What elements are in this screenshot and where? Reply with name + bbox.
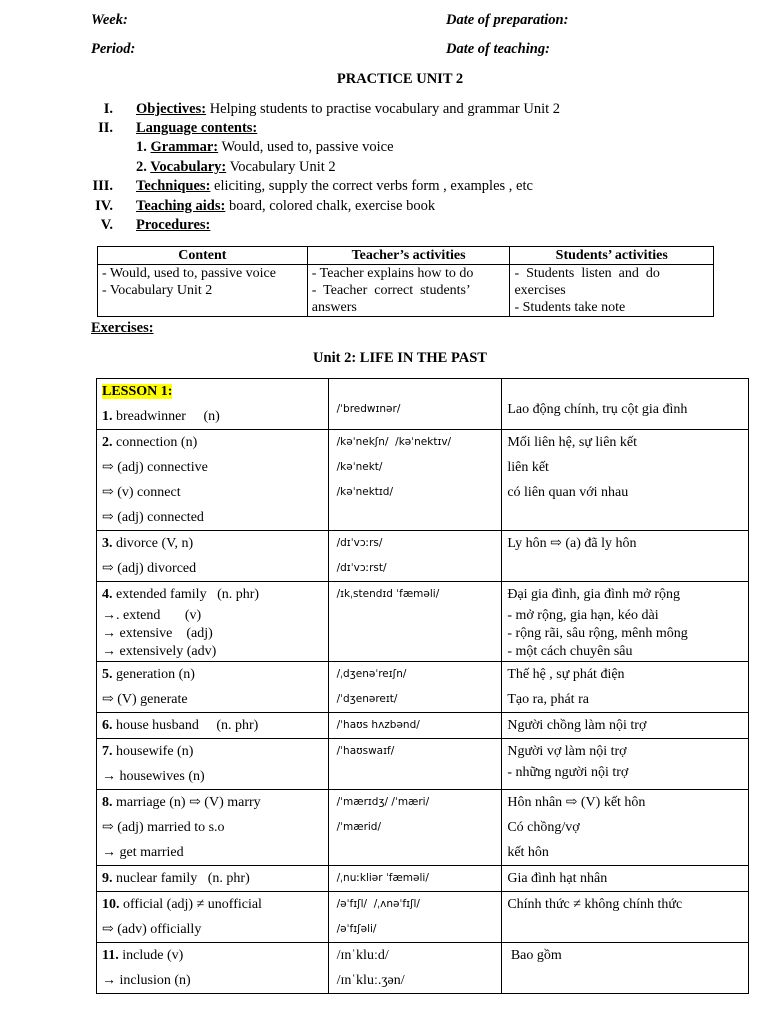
week-label: Week: bbox=[91, 12, 128, 28]
outline-item-techniques bbox=[136, 178, 533, 195]
vocab-meaning: kết hôn bbox=[507, 845, 549, 860]
vocab-ipa-cell bbox=[328, 379, 502, 430]
vocab-word: ⇨ (adj) connective bbox=[102, 460, 208, 475]
outline-label: Vocabulary: bbox=[150, 159, 227, 175]
students-line: - Students take note bbox=[514, 300, 626, 315]
students-line: - Students listen and do bbox=[514, 266, 660, 281]
vocab-word: → extensively (adv) bbox=[102, 644, 217, 659]
vocab-ipa: /kəˈnekʃn/ /kəˈnektɪv/ bbox=[336, 436, 452, 448]
vocab-ipa: /kəˈnekt/ bbox=[336, 461, 383, 473]
vocab-ipa-cell bbox=[328, 662, 502, 713]
vocab-ipa-cell bbox=[328, 866, 502, 892]
outline-num: III. bbox=[92, 178, 113, 194]
vocab-word: official (adj) ≠ unofficial bbox=[123, 897, 262, 912]
vocab-row bbox=[97, 430, 749, 531]
vocab-meaning: - một cách chuyên sâu bbox=[507, 644, 633, 659]
outline-text: Would, used to, passive voice bbox=[218, 139, 394, 155]
vocab-word: ⇨ (adj) married to s.o bbox=[102, 820, 225, 835]
vocab-meaning: Ly hôn ⇨ (a) đã ly hôn bbox=[507, 536, 637, 551]
outline-prefix: 2. bbox=[136, 159, 151, 175]
period-label: Period: bbox=[91, 41, 136, 57]
outline-text: eliciting, supply the correct verbs form , examples , etc bbox=[210, 178, 533, 194]
vocab-row bbox=[97, 943, 749, 994]
page-title: PRACTICE UNIT 2 bbox=[336, 71, 464, 87]
vocab-row bbox=[97, 662, 749, 713]
vocab-ipa: /ɪnˈkluː.ʒən/ bbox=[336, 973, 405, 988]
vocab-word: ⇨ (adj) divorced bbox=[102, 561, 197, 576]
outline-item-teaching-aids bbox=[136, 198, 435, 215]
vocab-ipa-cell bbox=[328, 892, 502, 943]
vocab-word: extended family (n. phr) bbox=[116, 587, 260, 602]
outline-label: Procedures: bbox=[136, 217, 211, 233]
vocab-ipa-cell bbox=[328, 531, 502, 582]
vocab-meaning-cell bbox=[502, 943, 749, 994]
outline-item-vocabulary bbox=[136, 159, 336, 176]
vocab-meaning: liên kết bbox=[507, 460, 549, 475]
vocab-word: →. extend (v) bbox=[102, 608, 202, 623]
vocab-meaning-cell bbox=[502, 662, 749, 713]
vocab-meaning: Hôn nhân ⇨ (V) kết hôn bbox=[507, 795, 646, 810]
header-students-activities: Students’ activities bbox=[510, 247, 714, 265]
vocab-word: include (v) bbox=[122, 948, 184, 963]
vocab-number: 6. bbox=[102, 718, 113, 733]
vocab-word-cell bbox=[97, 662, 329, 713]
outline-num: II. bbox=[98, 120, 113, 136]
vocab-word: → get married bbox=[102, 845, 184, 860]
vocab-word-cell bbox=[97, 943, 329, 994]
vocab-number: 3. bbox=[102, 536, 113, 551]
vocab-meaning-cell bbox=[502, 892, 749, 943]
header-teacher-activities: Teacher’s activities bbox=[307, 247, 510, 265]
outline-label: Techniques: bbox=[136, 178, 211, 194]
exercises-label: Exercises: bbox=[91, 320, 154, 336]
vocab-meaning-cell bbox=[502, 379, 749, 430]
outline-label: Teaching aids: bbox=[136, 198, 226, 214]
outline-num: IV. bbox=[95, 198, 113, 214]
vocab-word: ⇨ (adj) connected bbox=[102, 510, 204, 525]
teacher-line: answers bbox=[311, 300, 357, 315]
vocab-meaning: Gia đình hạt nhân bbox=[507, 871, 608, 886]
vocab-ipa: /dɪˈvɔːrst/ bbox=[336, 562, 387, 574]
vocab-word-cell bbox=[97, 713, 329, 739]
vocab-word: nuclear family (n. phr) bbox=[116, 871, 250, 886]
vocab-meaning-cell bbox=[502, 739, 749, 790]
outline-num: V. bbox=[100, 217, 113, 233]
vocabulary-table bbox=[96, 378, 749, 994]
vocab-ipa: /kəˈnektɪd/ bbox=[336, 486, 393, 498]
vocab-word: breadwinner (n) bbox=[116, 409, 220, 424]
vocab-word: generation (n) bbox=[116, 667, 195, 682]
vocab-word-cell bbox=[97, 739, 329, 790]
vocab-number: 2. bbox=[102, 435, 113, 450]
vocab-row bbox=[97, 713, 749, 739]
vocab-word: ⇨ (adv) officially bbox=[102, 922, 202, 937]
vocab-meaning: - mở rộng, gia hạn, kéo dài bbox=[507, 608, 659, 623]
vocab-word-cell bbox=[97, 582, 329, 662]
outline-label: Grammar: bbox=[150, 139, 219, 155]
vocab-row bbox=[97, 739, 749, 790]
teacher-cell bbox=[307, 265, 510, 317]
content-cell bbox=[98, 265, 308, 317]
vocab-number: 1. bbox=[102, 409, 113, 424]
outline-label: Language contents: bbox=[136, 120, 258, 136]
outline-item-objectives bbox=[136, 101, 560, 118]
vocab-meaning: - những người nội trợ bbox=[507, 765, 629, 780]
vocab-word: → inclusion (n) bbox=[102, 973, 191, 988]
vocab-number: 8. bbox=[102, 795, 113, 810]
vocab-word-cell bbox=[97, 866, 329, 892]
outline-text: Vocabulary Unit 2 bbox=[226, 159, 336, 175]
outline-text: board, colored chalk, exercise book bbox=[225, 198, 436, 214]
vocab-meaning-cell bbox=[502, 531, 749, 582]
vocab-number: 5. bbox=[102, 667, 113, 682]
vocab-word: divorce (V, n) bbox=[116, 536, 194, 551]
vocab-meaning: Chính thức ≠ không chính thức bbox=[507, 897, 683, 912]
vocab-ipa: /ɪnˈkluːd/ bbox=[336, 948, 389, 963]
outline-item-procedures bbox=[136, 217, 210, 234]
vocab-row bbox=[97, 379, 749, 430]
vocab-ipa-cell bbox=[328, 943, 502, 994]
vocab-ipa-cell bbox=[328, 430, 502, 531]
vocab-number: 11. bbox=[102, 948, 119, 963]
vocab-meaning: Tạo ra, phát ra bbox=[507, 692, 589, 707]
vocab-ipa: /ɪkˌstendɪd ˈfæməli/ bbox=[336, 588, 440, 600]
vocab-word: connection (n) bbox=[116, 435, 198, 450]
vocab-row bbox=[97, 531, 749, 582]
vocab-ipa: /ˈmærid/ bbox=[336, 821, 382, 833]
outline-num: I. bbox=[103, 101, 113, 117]
vocab-meaning-cell bbox=[502, 866, 749, 892]
vocab-meaning-cell bbox=[502, 430, 749, 531]
vocab-meaning: Mối liên hệ, sự liên kết bbox=[507, 435, 638, 450]
vocab-ipa: /ˈdʒenəreɪt/ bbox=[336, 693, 398, 705]
content-line: - Would, used to, passive voice bbox=[102, 266, 276, 281]
outline-item-language-contents bbox=[136, 120, 257, 137]
unit-title: Unit 2: LIFE IN THE PAST bbox=[313, 350, 487, 366]
vocab-meaning: - rộng rãi, sâu rộng, mênh mông bbox=[507, 626, 688, 641]
vocab-word-cell bbox=[97, 430, 329, 531]
vocab-word: housewife (n) bbox=[116, 744, 194, 759]
vocab-number: 4. bbox=[102, 587, 113, 602]
outline-prefix: 1. bbox=[136, 139, 151, 155]
students-cell bbox=[510, 265, 714, 317]
vocab-ipa-cell bbox=[328, 739, 502, 790]
vocab-ipa: /əˈfɪʃl/ /ˌʌnəˈfɪʃl/ bbox=[336, 898, 420, 910]
vocab-meaning: Đại gia đình, gia đình mở rộng bbox=[507, 587, 680, 602]
vocab-ipa: /ˈhaʊswaɪf/ bbox=[336, 745, 395, 757]
vocab-word: ⇨ (V) generate bbox=[102, 692, 188, 707]
procedures-table bbox=[97, 246, 714, 317]
vocab-meaning: Có chồng/vợ bbox=[507, 820, 580, 835]
vocab-word: marriage (n) ⇨ (V) marry bbox=[116, 795, 261, 810]
vocab-word-cell bbox=[97, 531, 329, 582]
vocab-row bbox=[97, 892, 749, 943]
vocab-word: → housewives (n) bbox=[102, 769, 205, 784]
header-content: Content bbox=[98, 247, 308, 265]
vocab-row bbox=[97, 790, 749, 866]
vocab-meaning-cell bbox=[502, 582, 749, 662]
vocab-number: 7. bbox=[102, 744, 113, 759]
vocab-number: 10. bbox=[102, 897, 120, 912]
vocab-ipa-cell bbox=[328, 790, 502, 866]
vocab-meaning: có liên quan với nhau bbox=[507, 485, 629, 500]
vocab-word: house husband (n. phr) bbox=[116, 718, 259, 733]
vocab-ipa: /ˈhaʊs hʌzbənd/ bbox=[336, 719, 420, 731]
lesson-label: LESSON 1: bbox=[102, 384, 173, 399]
vocab-word-cell bbox=[97, 790, 329, 866]
vocab-ipa: /dɪˈvɔːrs/ bbox=[336, 537, 383, 549]
vocab-word-cell bbox=[97, 892, 329, 943]
vocab-meaning: Thế hệ , sự phát điện bbox=[507, 667, 625, 682]
vocab-meaning: Người vợ làm nội trợ bbox=[507, 744, 627, 759]
vocab-word: → extensive (adj) bbox=[102, 626, 213, 641]
vocab-ipa-cell bbox=[328, 713, 502, 739]
content-line: - Vocabulary Unit 2 bbox=[102, 283, 213, 298]
vocab-meaning: Người chồng làm nội trợ bbox=[507, 718, 647, 733]
vocab-meaning: Lao động chính, trụ cột gia đình bbox=[507, 402, 688, 417]
teacher-line: - Teacher correct students’ bbox=[311, 283, 471, 298]
vocab-ipa-cell bbox=[328, 582, 502, 662]
vocab-ipa: /ˈmærɪdʒ/ /ˈmæri/ bbox=[336, 796, 430, 808]
vocab-ipa: /əˈfɪʃəli/ bbox=[336, 923, 377, 935]
date-of-teaching-label: Date of teaching: bbox=[446, 41, 550, 57]
vocab-word: ⇨ (v) connect bbox=[102, 485, 181, 500]
outline-item-grammar bbox=[136, 139, 394, 156]
outline-label: Objectives: bbox=[136, 101, 207, 117]
vocab-ipa: /ˌdʒenəˈreɪʃn/ bbox=[336, 668, 407, 680]
students-line: exercises bbox=[514, 283, 566, 298]
vocab-meaning-cell bbox=[502, 713, 749, 739]
outline-text: Helping students to practise vocabulary and grammar Unit 2 bbox=[206, 101, 561, 117]
vocab-word-cell bbox=[97, 379, 329, 430]
vocab-ipa: /ˈbredwɪnər/ bbox=[336, 403, 401, 415]
vocab-meaning: Bao gồm bbox=[507, 948, 562, 963]
vocab-row bbox=[97, 866, 749, 892]
vocab-meaning-cell bbox=[502, 790, 749, 866]
date-of-preparation-label: Date of preparation: bbox=[446, 12, 569, 28]
vocab-row bbox=[97, 582, 749, 662]
vocab-ipa: /ˌnuːkliər ˈfæməli/ bbox=[336, 872, 429, 884]
vocab-number: 9. bbox=[102, 871, 113, 886]
teacher-line: - Teacher explains how to do bbox=[311, 266, 474, 281]
